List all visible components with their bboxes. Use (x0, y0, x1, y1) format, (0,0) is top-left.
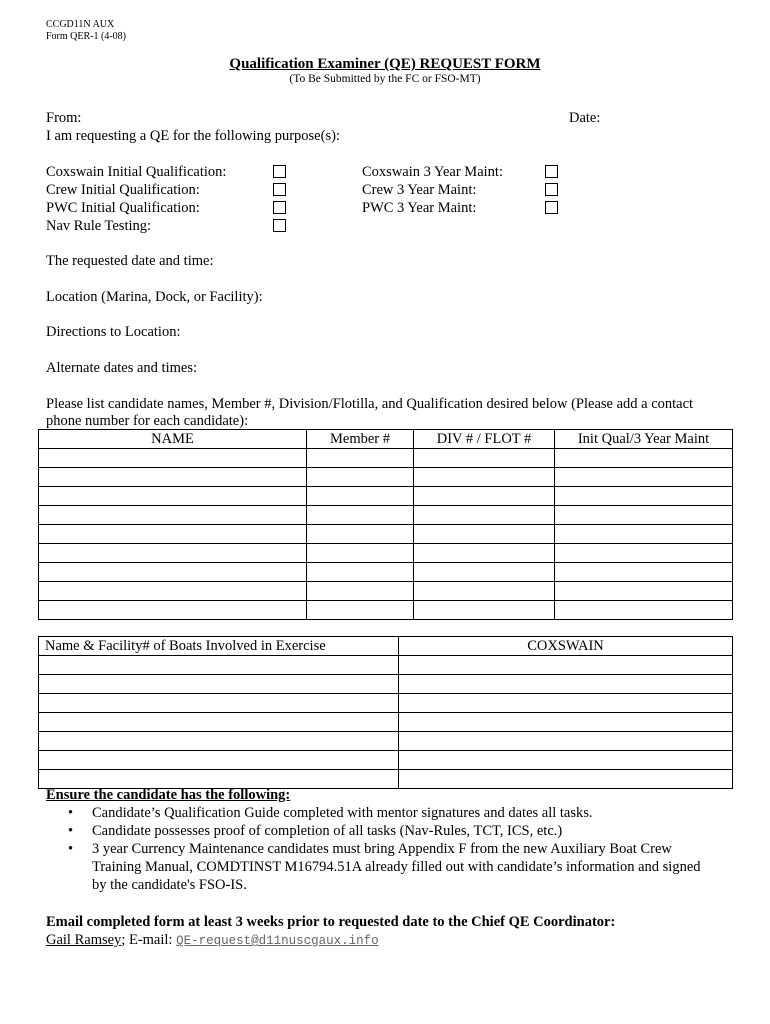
header-name: NAME (39, 430, 307, 449)
candidate-cell[interactable] (307, 506, 414, 525)
form-id: Form QER-1 (4-08) (46, 31, 126, 42)
boat-cell[interactable] (39, 694, 399, 713)
bullet: • (68, 841, 74, 857)
location-label: Location (Marina, Dock, or Facility): (46, 289, 263, 305)
pwc-maint-checkbox[interactable] (545, 201, 558, 214)
candidate-table (38, 429, 733, 620)
candidate-cell[interactable] (414, 468, 555, 487)
candidate-cell[interactable] (555, 506, 733, 525)
boat-cell[interactable] (399, 751, 733, 770)
candidate-cell[interactable] (414, 525, 555, 544)
candidate-instructions-cont: phone number for each candidate): (46, 413, 249, 429)
ensure-heading: Ensure the candidate has the following: (46, 787, 291, 803)
header-member: Member # (307, 430, 414, 449)
candidate-cell[interactable] (307, 449, 414, 468)
boat-cell[interactable] (399, 770, 733, 789)
pwc-initial-checkbox[interactable] (273, 201, 286, 214)
candidate-cell[interactable] (39, 582, 307, 601)
email-instruction: Email completed form at least 3 weeks prior to requested date to the Chief QE Coordinator: (46, 914, 616, 930)
contact-line (46, 931, 379, 950)
header-qual: Init Qual/3 Year Maint (555, 430, 733, 449)
list-item: • Candidate’s Qualification Guide completed with mentor signatures and dates all tasks. (68, 805, 593, 821)
purpose-crew-initial-label: Crew Initial Qualification: (46, 182, 200, 198)
candidate-cell[interactable] (555, 582, 733, 601)
table-row (39, 601, 733, 620)
bullet: • (68, 823, 74, 839)
crew-initial-checkbox[interactable] (273, 183, 286, 196)
coxswain-maint-checkbox[interactable] (545, 165, 558, 178)
purpose-coxswain-initial-label: Coxswain Initial Qualification: (46, 164, 227, 180)
purpose-nav-rule-label: Nav Rule Testing: (46, 218, 152, 234)
candidate-cell[interactable] (307, 563, 414, 582)
candidate-cell[interactable] (39, 487, 307, 506)
boat-cell[interactable] (399, 694, 733, 713)
list-item: • 3 year Currency Maintenance candidates must bring Appendix F from the new Auxiliary Boat Crew Training Manual, COMDTINST M16794.51A already filled out with candidate’s information and signed by the candidate's FSO-IS. (68, 841, 701, 893)
boat-cell[interactable] (399, 675, 733, 694)
boat-table (38, 636, 733, 789)
bullet: • (68, 805, 74, 821)
purpose-pwc-maint-label: PWC 3 Year Maint: (362, 200, 477, 216)
ensure-list (46, 804, 706, 894)
table-row (39, 694, 733, 713)
candidate-cell[interactable] (414, 601, 555, 620)
candidate-cell[interactable] (307, 582, 414, 601)
boat-cell[interactable] (39, 675, 399, 694)
table-row (39, 468, 733, 487)
crew-maint-checkbox[interactable] (545, 183, 558, 196)
candidate-cell[interactable] (307, 601, 414, 620)
candidate-cell[interactable] (414, 544, 555, 563)
boat-table-header (39, 637, 733, 656)
candidate-cell[interactable] (555, 601, 733, 620)
table-row (39, 582, 733, 601)
candidate-cell[interactable] (307, 525, 414, 544)
header-boats: Name & Facility# of Boats Involved in Exercise (39, 637, 399, 656)
boat-cell[interactable] (399, 656, 733, 675)
purpose-label: I am requesting a QE for the following purpose(s): (46, 128, 340, 144)
org-header: CCGD11N AUX (46, 19, 115, 30)
table-row (39, 487, 733, 506)
table-row (39, 656, 733, 675)
candidate-cell[interactable] (414, 487, 555, 506)
candidate-table-header (39, 430, 733, 449)
table-row (39, 525, 733, 544)
candidate-cell[interactable] (555, 487, 733, 506)
table-row (39, 675, 733, 694)
candidate-cell[interactable] (555, 544, 733, 563)
purpose-coxswain-maint-label: Coxswain 3 Year Maint: (362, 164, 503, 180)
candidate-cell[interactable] (414, 506, 555, 525)
candidate-cell[interactable] (555, 468, 733, 487)
header-coxswain: COXSWAIN (399, 637, 733, 656)
date-label: Date: (569, 110, 601, 126)
candidate-cell[interactable] (555, 449, 733, 468)
table-row (39, 732, 733, 751)
list-item: • Candidate possesses proof of completion of all tasks (Nav-Rules, TCT, ICS, etc.) (68, 823, 563, 839)
directions-label: Directions to Location: (46, 324, 181, 340)
header-div-flot: DIV # / FLOT # (414, 430, 555, 449)
from-label: From: (46, 110, 82, 126)
table-row (39, 506, 733, 525)
candidate-cell[interactable] (39, 544, 307, 563)
purpose-crew-maint-label: Crew 3 Year Maint: (362, 182, 477, 198)
purpose-pwc-initial-label: PWC Initial Qualification: (46, 200, 200, 216)
boat-cell[interactable] (399, 713, 733, 732)
candidate-cell[interactable] (307, 544, 414, 563)
email-link[interactable]: QE-request@d11nuscgaux.info (176, 934, 379, 948)
candidate-cell[interactable] (414, 449, 555, 468)
candidate-cell[interactable] (39, 506, 307, 525)
email-separator: ; E-mail: (121, 932, 177, 948)
coxswain-initial-checkbox[interactable] (273, 165, 286, 178)
table-row (39, 713, 733, 732)
form-subtitle: (To Be Submitted by the FC or FSO-MT) (289, 73, 481, 85)
candidate-cell[interactable] (307, 487, 414, 506)
candidate-cell[interactable] (414, 563, 555, 582)
alternate-dates-label: Alternate dates and times: (46, 360, 197, 376)
nav-rule-checkbox[interactable] (273, 219, 286, 232)
candidate-cell[interactable] (39, 563, 307, 582)
candidate-cell[interactable] (555, 563, 733, 582)
requested-date-label: The requested date and time: (46, 253, 214, 269)
candidate-cell[interactable] (307, 468, 414, 487)
table-row (39, 449, 733, 468)
boat-cell[interactable] (39, 751, 399, 770)
candidate-cell[interactable] (39, 449, 307, 468)
contact-name[interactable]: Gail Ramsey (46, 932, 122, 948)
table-row (39, 563, 733, 582)
candidate-cell[interactable] (39, 468, 307, 487)
candidate-cell[interactable] (414, 582, 555, 601)
boat-cell[interactable] (39, 713, 399, 732)
boat-cell[interactable] (399, 732, 733, 751)
form-title: Qualification Examiner (QE) REQUEST FORM (229, 56, 541, 72)
table-row (39, 751, 733, 770)
candidate-cell[interactable] (555, 525, 733, 544)
candidate-instructions: Please list candidate names, Member #, Division/Flotilla, and Qualification desired below (Please add a contact (46, 396, 694, 412)
boat-cell[interactable] (39, 732, 399, 751)
table-row (39, 544, 733, 563)
candidate-cell[interactable] (39, 601, 307, 620)
boat-cell[interactable] (39, 656, 399, 675)
candidate-cell[interactable] (39, 525, 307, 544)
